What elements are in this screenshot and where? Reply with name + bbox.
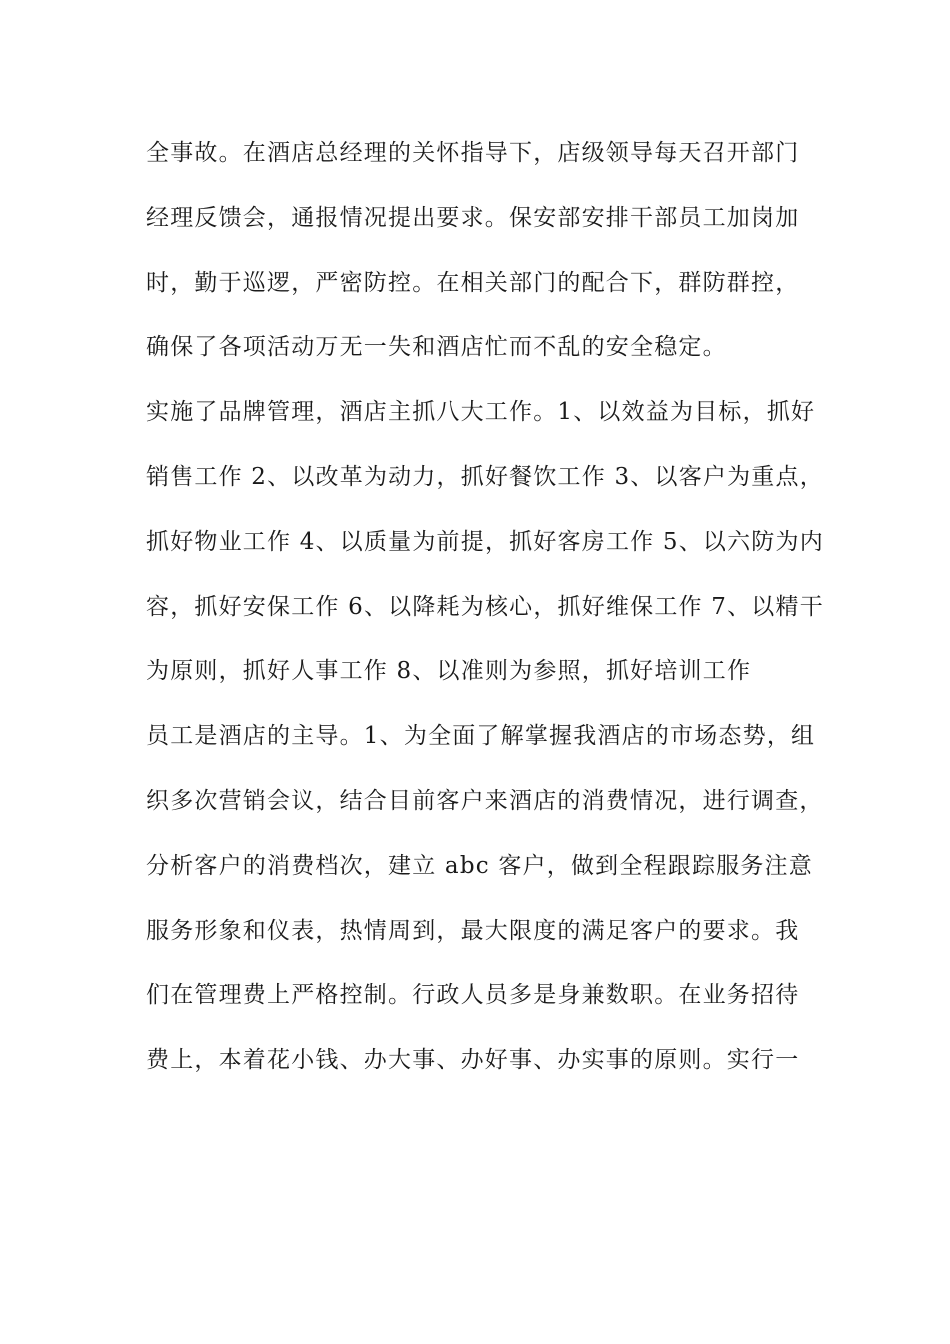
text-line: 经理反馈会，通报情况提出要求。保安部安排干部员工加岗加 bbox=[146, 204, 800, 231]
text-line: 容，抓好安保工作 6、以降耗为核心，抓好维保工作 7、以精干 bbox=[146, 593, 824, 620]
text-line: 确保了各项活动万无一失和酒店忙而不乱的安全稳定。 bbox=[146, 334, 727, 361]
text-line: 织多次营销会议，结合目前客户来酒店的消费情况，进行调查， bbox=[146, 787, 824, 814]
text-line: 时，勤于巡逻，严密防控。在相关部门的配合下，群防群控， bbox=[146, 269, 800, 296]
text-line: 销售工作 2、以改革为动力，抓好餐饮工作 3、以客户为重点， bbox=[146, 463, 824, 490]
text-line: 全事故。在酒店总经理的关怀指导下，店级领导每天召开部门 bbox=[146, 140, 800, 166]
text-line: 员工是酒店的主导。1、为全面了解掌握我酒店的市场态势，组 bbox=[146, 723, 816, 750]
text-line: 实施了品牌管理，酒店主抓八大工作。1、以效益为目标，抓好 bbox=[146, 399, 816, 426]
text-line: 为原则，抓好人事工作 8、以准则为参照，抓好培训工作 bbox=[146, 658, 752, 685]
text-line: 分析客户的消费档次，建立 abc 客户，做到全程跟踪服务注意 bbox=[146, 852, 813, 879]
text-line: 抓好物业工作 4、以质量为前提，抓好客房工作 5、以六防为内 bbox=[146, 528, 824, 555]
text-line: 服务形象和仪表，热情周到，最大限度的满足客户的要求。我 bbox=[146, 917, 800, 944]
text-line: 费上，本着花小钱、办大事、办好事、办实事的原则。实行一 bbox=[146, 1047, 800, 1074]
text-line: 们在管理费上严格控制。行政人员多是身兼数职。在业务招待 bbox=[146, 982, 800, 1009]
document-body bbox=[146, 131, 836, 1103]
